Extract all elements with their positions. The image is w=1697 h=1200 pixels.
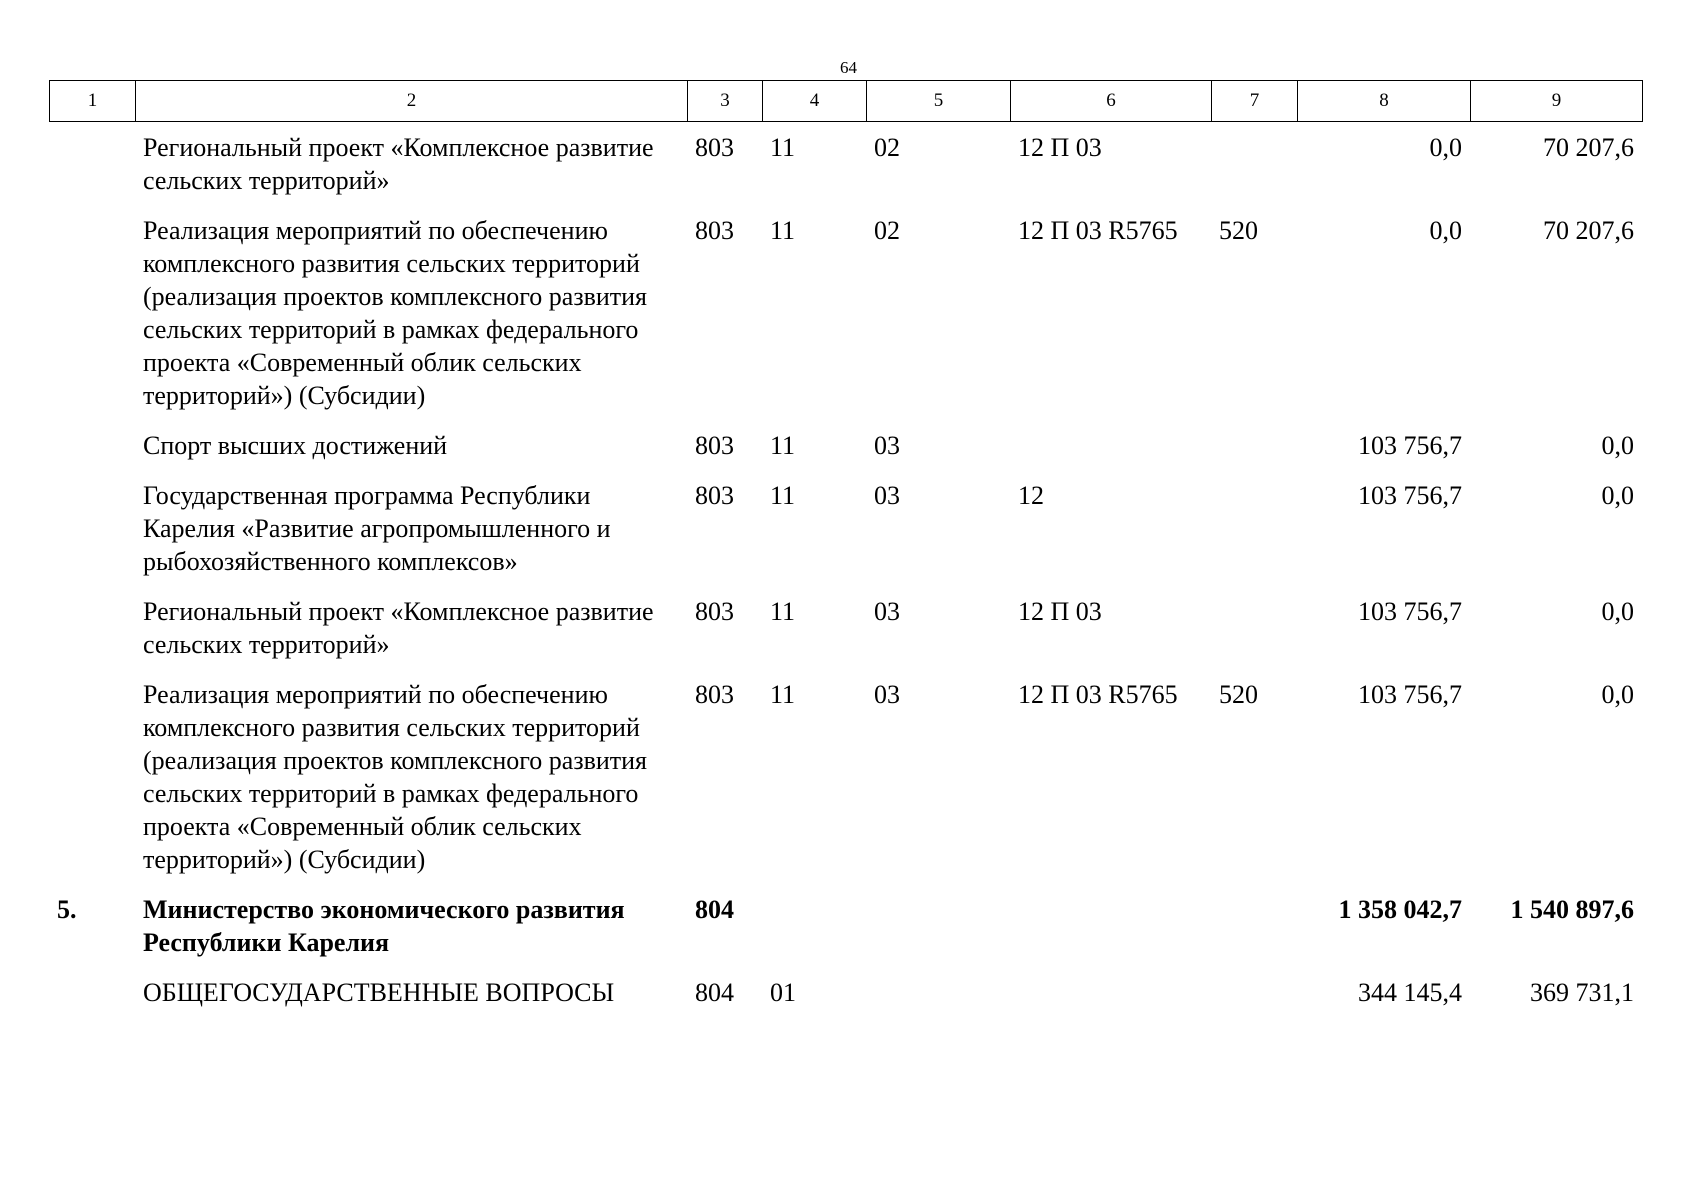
row-name: Реализация мероприятий по обеспечению комплексного развития сельских территорий (реализация проектов комплексного развития сельских территорий в рамках федерального проекта «Современный облик сельских территорий») (Субсидии) <box>143 680 648 874</box>
cell-col-4: 11 <box>770 680 796 709</box>
cell-col-9: 0,0 <box>1601 431 1634 460</box>
cell-col-7 <box>1211 131 1297 214</box>
cell-col-6: 12 П 03 R5765 <box>1018 680 1178 709</box>
cell-col-9: 70 207,6 <box>1543 216 1634 245</box>
cell-col-5 <box>866 976 1010 1026</box>
cell-col-7: 520 <box>1219 680 1258 709</box>
cell-col-5: 02 <box>874 216 900 245</box>
header-col-5: 5 <box>867 81 1011 122</box>
row-number <box>49 479 135 595</box>
cell-col-4: 11 <box>770 133 796 162</box>
row-name: ОБЩЕГОСУДАРСТВЕННЫЕ ВОПРОСЫ <box>143 978 615 1007</box>
cell-col-3: 803 <box>695 216 734 245</box>
header-col-4: 4 <box>763 81 867 122</box>
cell-col-8: 103 756,7 <box>1358 431 1462 460</box>
header-col-6: 6 <box>1011 81 1212 122</box>
row-number: 5. <box>57 895 77 924</box>
cell-col-5 <box>866 893 1010 976</box>
cell-col-6 <box>1010 429 1211 479</box>
cell-col-9: 70 207,6 <box>1543 133 1634 162</box>
cell-col-6: 12 П 03 <box>1018 133 1102 162</box>
row-name: Спорт высших достижений <box>143 431 448 460</box>
cell-col-7 <box>1211 976 1297 1026</box>
cell-col-8: 344 145,4 <box>1358 978 1462 1007</box>
header-row <box>50 81 1643 122</box>
row-name: Реализация мероприятий по обеспечению комплексного развития сельских территорий (реализация проектов комплексного развития сельских территорий в рамках федерального проекта «Современный облик сельских территорий») (Субсидии) <box>143 216 648 410</box>
row-name: Министерство экономического развития Республики Карелия <box>143 895 625 957</box>
cell-col-7 <box>1211 595 1297 678</box>
row-number <box>49 131 135 214</box>
row-number <box>49 429 135 479</box>
cell-col-8: 103 756,7 <box>1358 680 1462 709</box>
cell-col-4: 01 <box>770 978 796 1007</box>
cell-col-6 <box>1010 893 1211 976</box>
cell-col-6: 12 П 03 R5765 <box>1018 216 1178 245</box>
table-row <box>49 429 1642 479</box>
cell-col-5: 03 <box>874 481 900 510</box>
table-row <box>49 131 1642 214</box>
cell-col-3: 803 <box>695 680 734 709</box>
table-row <box>49 595 1642 678</box>
cell-col-4: 11 <box>770 431 796 460</box>
header-col-8: 8 <box>1298 81 1471 122</box>
row-number <box>49 976 135 1026</box>
table-row <box>49 678 1642 893</box>
cell-col-7 <box>1211 429 1297 479</box>
row-number <box>49 214 135 429</box>
cell-col-9: 0,0 <box>1601 680 1634 709</box>
column-number-header <box>49 80 1643 122</box>
cell-col-3: 803 <box>695 481 734 510</box>
cell-col-7: 520 <box>1219 216 1258 245</box>
cell-col-9: 0,0 <box>1601 597 1634 626</box>
cell-col-4: 11 <box>770 481 796 510</box>
cell-col-6: 12 <box>1018 481 1044 510</box>
table-row <box>49 479 1642 595</box>
cell-col-3: 804 <box>695 895 734 924</box>
header-col-3: 3 <box>688 81 763 122</box>
cell-col-5: 03 <box>874 597 900 626</box>
table-row-ministry <box>49 893 1642 976</box>
cell-col-3: 803 <box>695 431 734 460</box>
cell-col-3: 803 <box>695 597 734 626</box>
cell-col-5: 02 <box>874 133 900 162</box>
cell-col-6: 12 П 03 <box>1018 597 1102 626</box>
cell-col-4 <box>762 893 866 976</box>
row-name: Государственная программа Республики Карелия «Развитие агропромышленного и рыбохозяйственного комплексов» <box>143 481 611 576</box>
cell-col-6 <box>1010 976 1211 1026</box>
row-number <box>49 595 135 678</box>
row-number <box>49 678 135 893</box>
table-row <box>49 214 1642 429</box>
cell-col-9: 0,0 <box>1601 481 1634 510</box>
cell-col-7 <box>1211 893 1297 976</box>
cell-col-8: 103 756,7 <box>1358 597 1462 626</box>
cell-col-9: 1 540 897,6 <box>1510 895 1634 924</box>
cell-col-3: 803 <box>695 133 734 162</box>
row-name: Региональный проект «Комплексное развитие сельских территорий» <box>143 133 654 195</box>
cell-col-7 <box>1211 479 1297 595</box>
header-col-2: 2 <box>136 81 688 122</box>
cell-col-8: 1 358 042,7 <box>1338 895 1462 924</box>
cell-col-9: 369 731,1 <box>1530 978 1634 1007</box>
header-col-7: 7 <box>1212 81 1298 122</box>
cell-col-8: 103 756,7 <box>1358 481 1462 510</box>
cell-col-8: 0,0 <box>1429 133 1462 162</box>
cell-col-8: 0,0 <box>1429 216 1462 245</box>
cell-col-4: 11 <box>770 216 796 245</box>
cell-col-3: 804 <box>695 978 734 1007</box>
row-name: Региональный проект «Комплексное развитие сельских территорий» <box>143 597 654 659</box>
cell-col-5: 03 <box>874 680 900 709</box>
header-col-9: 9 <box>1471 81 1643 122</box>
cell-col-5: 03 <box>874 431 900 460</box>
budget-table <box>49 131 1642 1026</box>
table-row <box>49 976 1642 1026</box>
header-col-1: 1 <box>50 81 136 122</box>
page-number: 64 <box>840 58 857 77</box>
cell-col-4: 11 <box>770 597 796 626</box>
